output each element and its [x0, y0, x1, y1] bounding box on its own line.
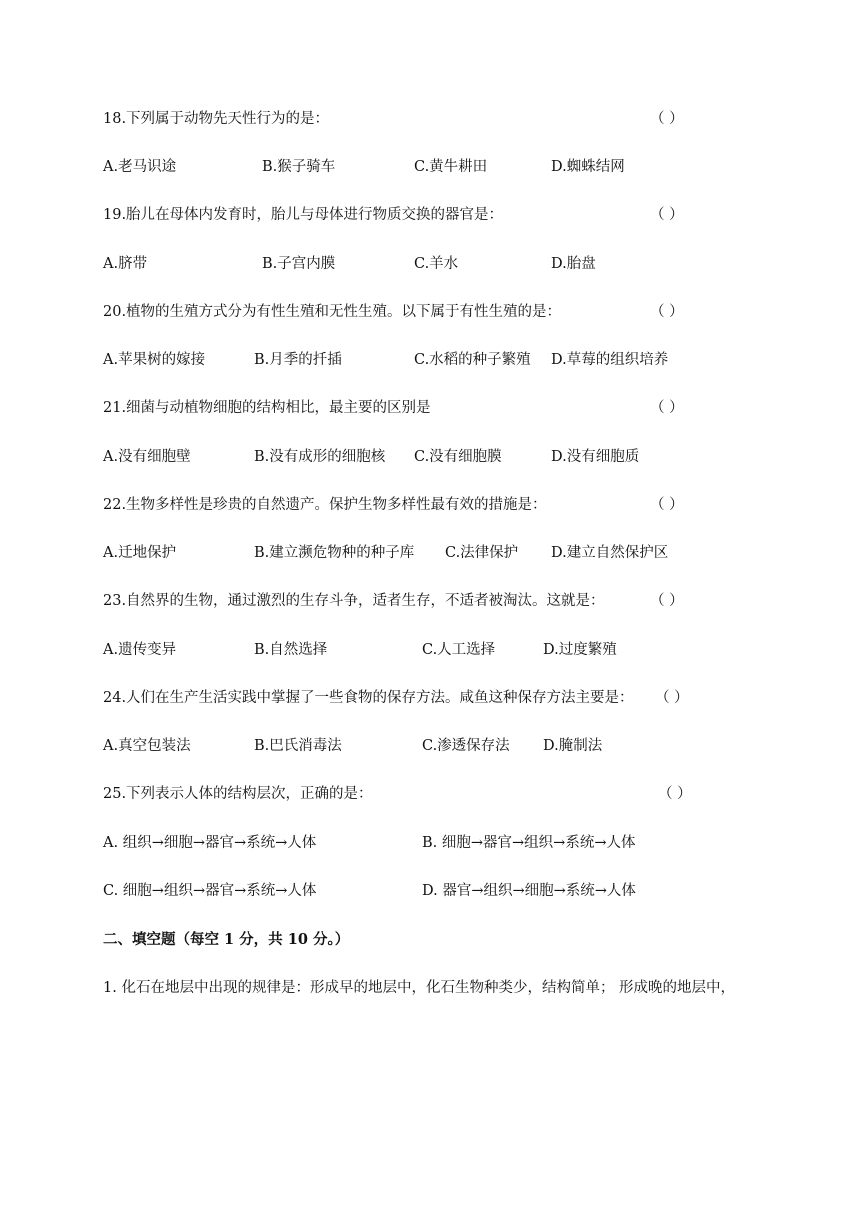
question-19-option-b: B.子宫内膜: [262, 256, 336, 272]
question-18-stem: 18.下列属于动物先天性行为的是：: [103, 111, 330, 127]
section-2-title: 二、填空题（每空 1 分，共 10 分。）: [103, 931, 350, 948]
question-21-answer-paren: （ ）: [650, 400, 684, 416]
question-18-option-a: A.老马识途: [103, 159, 177, 175]
question-20-answer-paren: （ ）: [650, 304, 684, 320]
question-22-option-b: B.建立濒危物种的种子库: [254, 545, 415, 561]
question-21-stem: 21.细菌与动植物细胞的结构相比，最主要的区别是: [103, 400, 431, 416]
question-25-answer-paren: （ ）: [658, 786, 692, 802]
question-19-answer-paren: （ ）: [650, 207, 684, 223]
question-19-option-c: C.羊水: [414, 256, 459, 272]
question-24-stem: 24.人们在生产生活实践中掌握了一些食物的保存方法。咸鱼这种保存方法主要是：: [103, 690, 634, 706]
question-24-option-a: A.真空包装法: [103, 738, 191, 754]
question-23-option-c: C.人工选择: [422, 642, 496, 658]
question-22-answer-paren: （ ）: [650, 497, 684, 513]
question-25-stem: 25.下列表示人体的结构层次，正确的是：: [103, 786, 373, 802]
question-19-option-a: A.脐带: [103, 256, 148, 272]
question-20-option-d: D.草莓的组织培养: [551, 352, 669, 368]
question-25-option-c: C. 细胞→组织→器官→系统→人体: [103, 883, 317, 899]
question-23-option-d: D.过度繁殖: [543, 642, 617, 658]
question-22-option-a: A.迁地保护: [103, 545, 177, 561]
question-21-option-d: D.没有细胞质: [551, 449, 640, 465]
question-22-stem: 22.生物多样性是珍贵的自然遗产。保护生物多样性最有效的措施是：: [103, 497, 547, 513]
question-23-option-a: A.遗传变异: [103, 642, 177, 658]
question-21-option-a: A.没有细胞壁: [103, 449, 191, 465]
question-18-option-b: B.猴子骑车: [262, 159, 336, 175]
question-20-option-b: B.月季的扦插: [254, 352, 342, 368]
question-23-stem: 23.自然界的生物，通过激烈的生存斗争，适者生存，不适者被淘汰。这就是：: [103, 593, 605, 609]
question-18-option-c: C.黄牛耕田: [414, 159, 488, 175]
question-23-answer-paren: （ ）: [650, 593, 684, 609]
question-18-option-d: D.蜘蛛结网: [551, 159, 625, 175]
question-19-option-d: D.胎盘: [551, 256, 596, 272]
question-19-stem: 19.胎儿在母体内发育时，胎儿与母体进行物质交换的器官是：: [103, 207, 504, 223]
question-18-answer-paren: （ ）: [650, 111, 684, 127]
question-24-option-d: D.腌制法: [543, 738, 603, 754]
question-24-answer-paren: （ ）: [655, 690, 689, 706]
question-21-option-b: B.没有成形的细胞核: [254, 449, 386, 465]
question-24-option-b: B.巴氏消毒法: [254, 738, 342, 754]
question-25-option-a: A. 组织→细胞→器官→系统→人体: [103, 835, 317, 851]
question-22-option-c: C.法律保护: [445, 545, 519, 561]
question-24-option-c: C.渗透保存法: [422, 738, 510, 754]
question-20-option-c: C.水稻的种子繁殖: [414, 352, 531, 368]
question-23-option-b: B.自然选择: [254, 642, 328, 658]
question-20-option-a: A.苹果树的嫁接: [103, 352, 206, 368]
question-20-stem: 20.植物的生殖方式分为有性生殖和无性生殖。以下属于有性生殖的是：: [103, 304, 562, 320]
question-21-option-c: C.没有细胞膜: [414, 449, 502, 465]
question-25-option-d: D. 器官→组织→细胞→系统→人体: [422, 883, 636, 899]
question-22-option-d: D.建立自然保护区: [551, 545, 669, 561]
question-25-option-b: B. 细胞→器官→组织→系统→人体: [422, 835, 636, 851]
fill-blank-question-1: 1. 化石在地层中出现的规律是：形成早的地层中，化石生物种类少，结构简单； 形成晚的地层中，: [103, 980, 736, 996]
